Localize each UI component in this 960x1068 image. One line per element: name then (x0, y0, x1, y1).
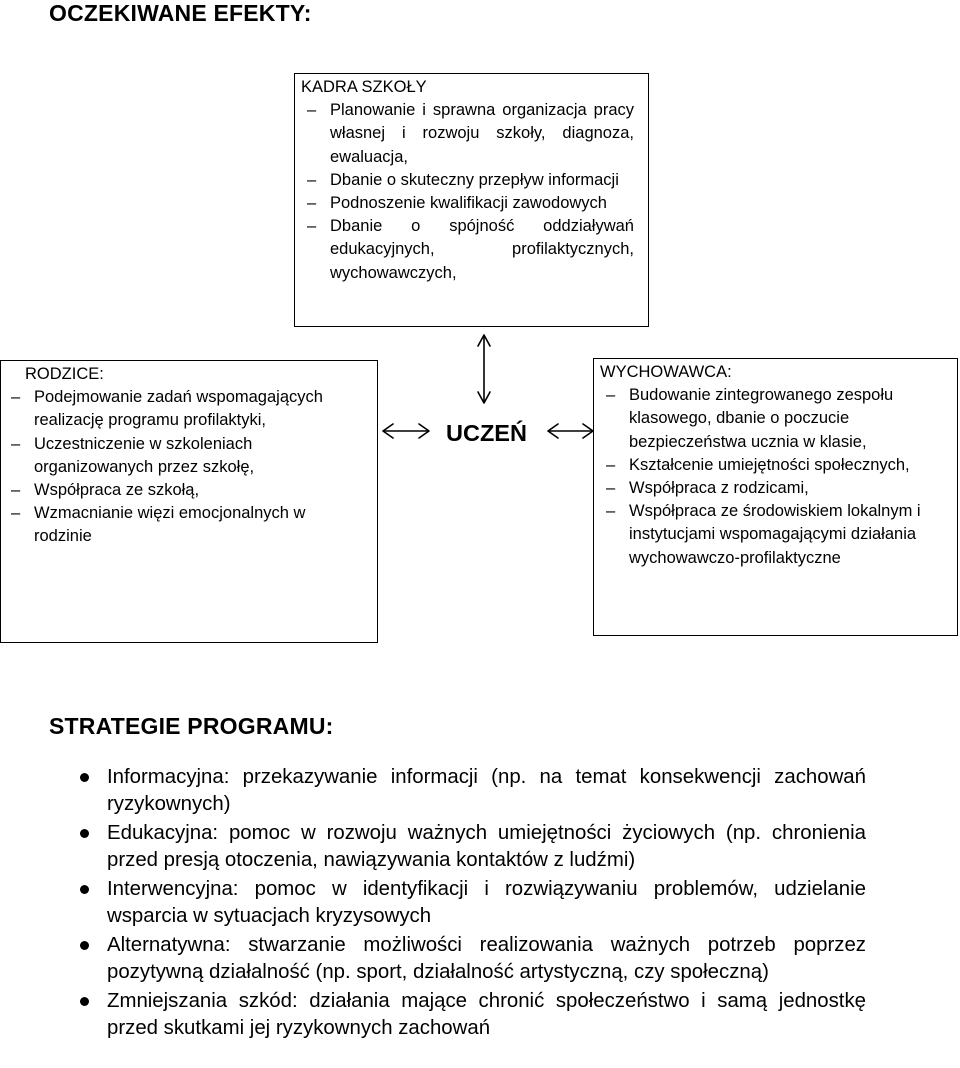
strategy-heading: STRATEGIE PROGRAMU: (49, 713, 334, 739)
student-label: UCZEŃ (446, 420, 527, 446)
staff-item: – Dbanie o skuteczny przepływ informacji (301, 169, 634, 192)
parents-item: – Wzmacnianie więzi emocjonalnych w rodzinie (5, 502, 367, 548)
tutor-item: – Współpraca z rodzicami, (600, 477, 947, 500)
parents-item: – Uczestniczenie w szkoleniach organizowanych przez szkołę, (5, 433, 367, 479)
strategy-item: Informacyjna: przekazywanie informacji (np. na temat konsekwencji zachowań ryzykownych) (66, 764, 866, 819)
strategy-item: Interwencyjna: pomoc w identyfikacji i rozwiązywaniu problemów, udzielanie wsparcia w sytuacjach kryzysowych (66, 876, 866, 931)
parents-box-title: RODZICE: (25, 365, 104, 383)
staff-item: – Dbanie o spójność oddziaływań edukacyjnych, profilaktycznych, wychowawczych, (301, 215, 634, 285)
effects-heading: OCZEKIWANE EFEKTY: (49, 0, 312, 26)
left-double-arrow-icon (383, 424, 429, 438)
staff-item: – Planowanie i sprawna organizacja pracy własnej i rozwoju szkoły, diagnoza, ewaluacja, (301, 99, 634, 169)
strategy-item: Alternatywna: stwarzanie możliwości realizowania ważnych potrzeb poprzez pozytywną działalność (np. sport, działalność artystyczną, czy społeczną) (66, 932, 866, 987)
strategy-item: Zmniejszania szkód: działania mające chronić społeczeństwo i samą jednostkę przed skutkami jej ryzykownych zachowań (66, 988, 866, 1043)
tutor-item: – Budowanie zintegrowanego zespołu klasowego, dbanie o poczucie bezpieczeństwa ucznia w klasie, (600, 384, 947, 454)
right-double-arrow-icon (548, 424, 593, 438)
strategy-item: Edukacyjna: pomoc w rozwoju ważnych umiejętności życiowych (np. chronienia przed presją otoczenia, nawiązywania kontaktów z ludźmi) (66, 820, 866, 875)
tutor-item: – Współpraca ze środowiskiem lokalnym i instytucjami wspomagającymi działania wychowawczo-profilaktyczne (600, 500, 947, 570)
tutor-box-title: WYCHOWAWCA: (600, 363, 732, 381)
staff-item: – Podnoszenie kwalifikacji zawodowych (301, 192, 634, 215)
staff-box-title: KADRA SZKOŁY (301, 78, 427, 96)
parents-item: – Współpraca ze szkołą, (5, 479, 367, 502)
parents-item: – Podejmowanie zadań wspomagających realizację programu profilaktyki, (5, 386, 367, 432)
vertical-double-arrow-icon (478, 335, 490, 403)
strategy-list (66, 764, 866, 1044)
tutor-item: – Kształcenie umiejętności społecznych, (600, 454, 947, 477)
